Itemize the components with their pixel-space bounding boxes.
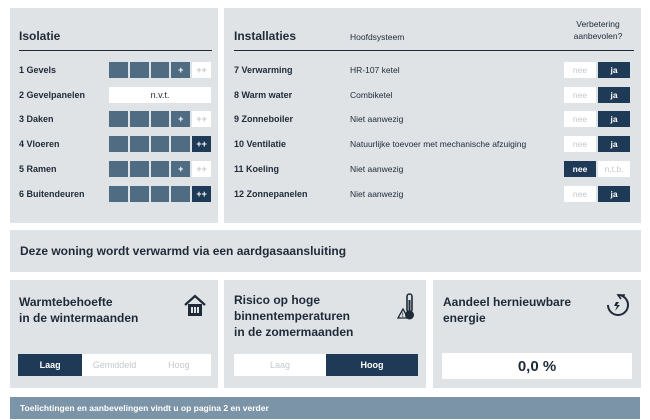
isolatie-rating-scale (109, 161, 211, 177)
isolatie-rating-cell (171, 186, 190, 202)
thermometer-warning-icon (396, 292, 418, 322)
isolatie-row-label: 3 Daken (19, 114, 54, 125)
recycle-energy-icon (605, 292, 631, 318)
installatie-system-value: HR-107 ketel (350, 65, 400, 75)
advice-yes-no (564, 111, 630, 127)
isolatie-row-label: 2 Gevelpanelen (19, 89, 86, 100)
footer-text: Toelichtingen en aanbevelingen vindt u op pagina 2 en verder (20, 403, 269, 413)
hoofdsysteem-header: Hoofdsysteem (350, 32, 405, 42)
isolatie-rating-scale (109, 186, 211, 202)
advice-no: nee (564, 136, 596, 152)
isolatie-rating-cell (151, 111, 170, 127)
isolatie-rating-scale (109, 136, 211, 152)
isolatie-rating-cell: ++ (192, 161, 211, 177)
isolatie-row-label: 5 Ramen (19, 163, 57, 174)
isolatie-rating-scale (109, 87, 211, 103)
isolatie-rating-cell (151, 136, 170, 152)
isolatie-panel (10, 8, 218, 223)
isolatie-title: Isolatie (19, 29, 61, 43)
house-insulation-icon (184, 294, 206, 318)
warmtebehoefte-title: Warmtebehoefte in de wintermaanden (19, 295, 139, 325)
advice-nvt: n.t.b. (598, 161, 630, 177)
installatie-row-label: 8 Warm water (234, 89, 293, 100)
installaties-title: Installaties (234, 29, 297, 43)
advice-no: nee (564, 62, 596, 78)
isolatie-rating-cell: ++ (192, 186, 211, 202)
installatie-system-value: Natuurlijke toevoer met mechanische afzuiging (350, 139, 527, 150)
isolatie-rating-cell (130, 62, 149, 78)
isolatie-rating-cell (130, 111, 149, 127)
advice-header: Verbetering aanbevolen? (573, 19, 623, 41)
isolatie-rating-cell (151, 62, 170, 78)
isolatie-rating-cell (130, 186, 149, 202)
installatie-system-value: Niet aanwezig (350, 114, 404, 125)
footer-bar (10, 397, 640, 419)
hernieuwbaar-panel (433, 280, 641, 388)
isolatie-rating-cell (151, 161, 170, 177)
isolatie-rule (19, 50, 212, 51)
advice-no: nee (564, 186, 596, 202)
hernieuwbaar-value-box (442, 353, 632, 379)
isolatie-rating-cell (130, 136, 149, 152)
isolatie-rating-cell (109, 62, 128, 78)
verwarming-banner (10, 230, 641, 272)
advice-yes: ja (598, 136, 630, 152)
advice-yes-no (564, 186, 630, 202)
isolatie-rating-scale (109, 111, 211, 127)
isolatie-rating-cell (109, 111, 128, 127)
installatie-row-label: 11 Koeling (234, 163, 280, 174)
installatie-system-value: Niet aanwezig (350, 188, 404, 199)
advice-yes-no (564, 161, 630, 177)
isolatie-rating-scale (109, 62, 211, 78)
advice-yes-no (564, 136, 630, 152)
verwarming-text: Deze woning wordt verwarmd via een aardgasaansluiting (20, 244, 347, 258)
isolatie-rating-cell (151, 186, 170, 202)
risico-panel (224, 280, 426, 388)
hernieuwbaar-value: 0,0 % (517, 357, 557, 375)
advice-yes: ja (598, 111, 630, 127)
warmtebehoefte-option: Gemiddeld (92, 360, 137, 370)
isolatie-rating-cell (171, 136, 190, 152)
risico-title: Risico op hoge binnentemperaturen in de zomermaanden (234, 293, 354, 339)
advice-no: nee (564, 111, 596, 127)
installaties-rule (234, 50, 634, 51)
isolatie-rating-cell: + (171, 111, 190, 127)
advice-no: nee (564, 161, 596, 177)
warmtebehoefte-panel (10, 280, 218, 388)
isolatie-rating-cell: ++ (192, 62, 211, 78)
advice-yes-no (564, 87, 630, 103)
isolatie-rating-cell: ++ (192, 111, 211, 127)
advice-no: nee (564, 87, 596, 103)
isolatie-row-label: 1 Gevels (19, 65, 57, 75)
warmtebehoefte-option: Laag (18, 354, 82, 376)
advice-yes: ja (598, 87, 630, 103)
advice-yes-no (564, 62, 630, 78)
installatie-row-label: 7 Verwarming (234, 65, 293, 75)
warmtebehoefte-option: Hoog (168, 360, 190, 370)
risico-toggle (234, 354, 418, 376)
isolatie-rating-cell (130, 161, 149, 177)
installatie-row-label: 12 Zonnepanelen (234, 188, 308, 199)
isolatie-rating-cell (109, 161, 128, 177)
isolatie-rating-cell: + (171, 161, 190, 177)
isolatie-rating-cell (109, 136, 128, 152)
isolatie-nvt-cell: n.v.t. (109, 87, 211, 103)
isolatie-row-label: 4 Vloeren (19, 139, 60, 150)
advice-yes: ja (598, 62, 630, 78)
risico-option: Hoog (326, 354, 418, 376)
installatie-row-label: 10 Ventilatie (234, 139, 287, 150)
advice-yes: ja (598, 186, 630, 202)
isolatie-rating-cell: + (171, 62, 190, 78)
isolatie-rating-cell (109, 186, 128, 202)
isolatie-row-label: 6 Buitendeuren (19, 188, 85, 199)
installatie-row-label: 9 Zonneboiler (234, 114, 294, 125)
risico-option: Laag (269, 360, 291, 370)
isolatie-rating-cell: ++ (192, 136, 211, 152)
installatie-system-value: Niet aanwezig (350, 163, 404, 174)
installatie-system-value: Combiketel (350, 89, 393, 100)
installaties-panel (224, 8, 641, 223)
warmtebehoefte-toggle (18, 354, 211, 376)
hernieuwbaar-title: Aandeel hernieuwbare energie (443, 295, 572, 325)
svg-text:!: ! (401, 313, 404, 319)
